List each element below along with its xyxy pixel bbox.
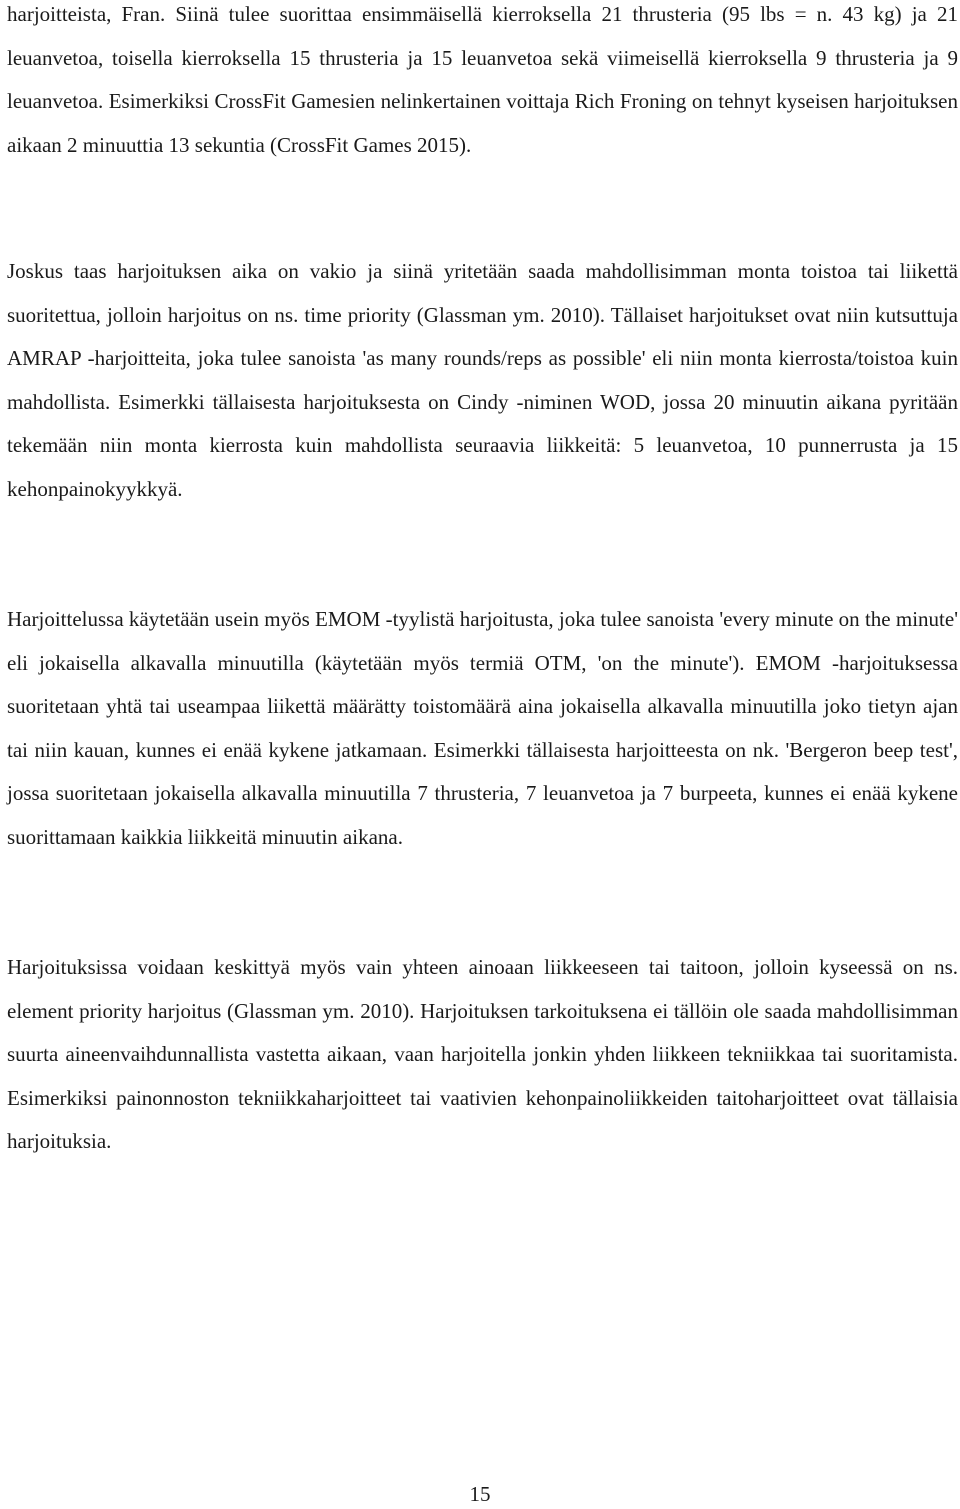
- paragraph-emom: Harjoittelussa käytetään usein myös EMOM -tyylistä harjoitusta, joka tulee sanoista 'every minute on the minute' eli jokaisella alkavalla minuutilla (käytetään myös termiä OTM, 'on the minute'). EMOM -harjoituksessa suoritetaan yhtä tai useampaa liikettä määrätty toistomäärä aina jokaisella alkavalla minuutilla joko tietyn ajan tai niin kauan, kunnes ei enää kykene jatkamaan. Esimerkki tällaisesta harjoitteesta on nk. 'Bergeron beep test', jossa suoritetaan jokaisella alkavalla minuutilla 7 thrusteria, 7 leuanvetoa ja 7 burpeeta, kunnes ei enää kykene suorittamaan kaikkia liikkeitä minuutin aikana.: [7, 607, 958, 849]
- paragraph-element-priority: Harjoituksissa voidaan keskittyä myös vain yhteen ainoaan liikkeeseen tai taitoon, jolloin kyseessä on ns. element priority harjoitus (Glassman ym. 2010). Harjoituksen tarkoituksena ei tällöin ole saada mahdollisimman suurta aineenvaihdunnallista vastetta aikaan, vaan harjoitella jonkin yhden liikkeen tekniikkaa tai suoritamista. Esimerkiksi painonnoston tekniikkaharjoitteet tai vaativien kehonpainoliikkeiden taitoharjoitteet ovat tällaisia harjoituksia.: [7, 955, 958, 1153]
- paragraph-fran-workout: harjoitteista, Fran. Siinä tulee suorittaa ensimmäisellä kierroksella 21 thrusteria (95 lbs = n. 43 kg) ja 21 leuanvetoa, toisella kierroksella 15 thrusteria ja 15 leuanvetoa sekä viimeisellä kierroksella 9 thrusteria ja 9 leuanvetoa. Esimerkiksi CrossFit Gamesien nelinkertainen voittaja Rich Froning on tehnyt kyseisen harjoituksen aikaan 2 minuuttia 13 sekuntia (CrossFit Games 2015).: [7, 2, 958, 157]
- page-number: 15: [469, 1482, 491, 1506]
- paragraph-amrap: Joskus taas harjoituksen aika on vakio ja siinä yritetään saada mahdollisimman monta toistoa tai liikettä suoritettua, jolloin harjoitus on ns. time priority (Glassman ym. 2010). Tällaiset harjoitukset ovat niin kutsuttuja AMRAP -harjoitteita, joka tulee sanoista 'as many rounds/reps as possible' eli niin monta kierrosta/toistoa kuin mahdollista. Esimerkki tällaisesta harjoituksesta on Cindy -niminen WOD, jossa 20 minuutin aikana pyritään tekemään niin monta kierrosta kuin mahdollista seuraavia liikkeitä: 5 leuanvetoa, 10 punnerrusta ja 15 kehonpainokyykkyä.: [7, 259, 958, 501]
